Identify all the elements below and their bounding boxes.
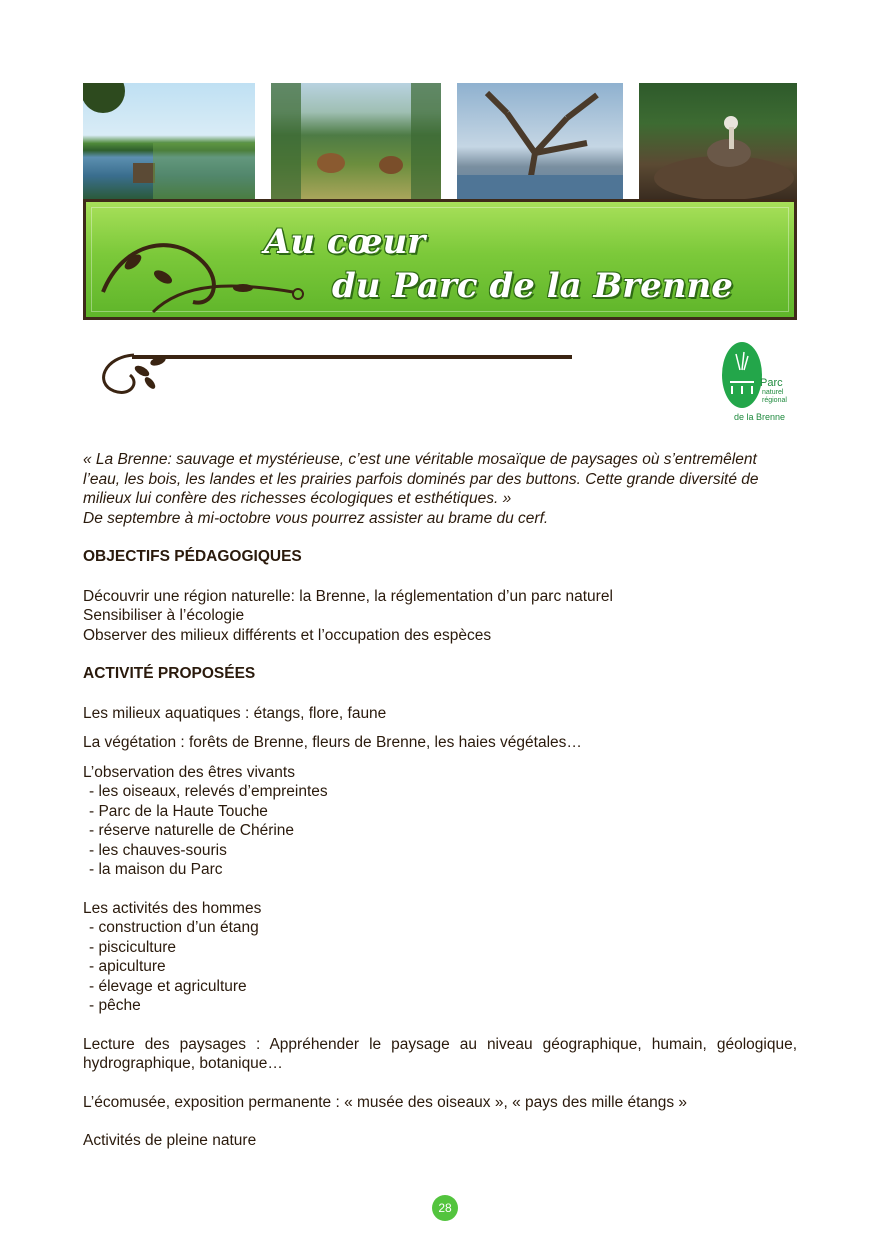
quote-line: milieux lui confère des richesses écologiques et esthétiques. » <box>83 490 512 507</box>
logo-text-regional-line: régional <box>762 397 787 404</box>
ecomusee-line: L’écomusée, exposition permanente : « musée des oiseaux », « pays des mille étangs » <box>83 1093 688 1111</box>
list-item: - apiculture <box>89 958 166 975</box>
logo-emblem-icon <box>722 342 762 408</box>
page-content <box>83 450 797 1151</box>
list-item: Observer des milieux différents et l’occupation des espèces <box>83 626 492 644</box>
logo-text-naturel <box>762 389 792 405</box>
quote-line: De septembre à mi-octobre vous pourrez assister au brame du cerf. <box>83 509 549 527</box>
grebe-nest-photo <box>639 83 797 199</box>
deer-photo-art <box>271 83 441 199</box>
tree-photo <box>457 83 623 199</box>
list-item: - construction d’un étang <box>89 919 259 936</box>
lake-photo <box>83 83 255 199</box>
lecture-line: hydrographique, botanique… <box>83 1055 283 1072</box>
list-item: Sensibiliser à l’écologie <box>83 607 245 624</box>
deer-photo <box>271 83 441 199</box>
logo-text-brenne: de la Brenne <box>734 412 786 422</box>
lecture-line: Lecture des paysages : Appréhender le paysage au niveau géographique, humain, géologique, <box>83 1035 797 1053</box>
observation-list <box>83 782 797 880</box>
logo-oval-icon <box>722 342 762 408</box>
list-item: - les chauves-souris <box>89 841 227 859</box>
list-item: - pisciculture <box>89 938 176 956</box>
logo-text-naturel-line: naturel <box>762 389 784 396</box>
objectifs-list <box>83 587 797 646</box>
logo-text-parc: Parc <box>760 377 783 389</box>
milieux-line: Les milieux aquatiques : étangs, flore, faune <box>83 704 387 722</box>
grebe-nest-photo-art <box>639 83 797 199</box>
list-item: Découvrir une région naturelle: la Brenne, la réglementation d’un parc naturel <box>83 587 613 605</box>
hommes-list <box>83 918 797 1016</box>
lake-photo-art <box>83 83 255 199</box>
pleine-nature-line: Activités de pleine nature <box>83 1132 257 1149</box>
hommes-title: Les activités des hommes <box>83 899 262 917</box>
list-item: - la maison du Parc <box>89 861 223 878</box>
page-number-badge: 28 <box>432 1195 458 1221</box>
intro-quote <box>83 450 797 528</box>
banner-title <box>256 216 776 308</box>
list-item: - pêche <box>89 997 141 1014</box>
banner-flourish-icon <box>93 222 323 318</box>
quote-line: l’eau, les bois, les landes et les prairies parfois dominés par des buttons. Cette grande diversité de <box>83 470 759 488</box>
list-item: - les oiseaux, relevés d’empreintes <box>89 783 328 800</box>
list-item: - réserve naturelle de Chérine <box>89 822 295 839</box>
banner-title-line1: Au cœur <box>264 222 426 262</box>
lecture-paysages <box>83 1035 797 1074</box>
banner-title-line2: du Parc de la Brenne <box>332 266 733 306</box>
quote-line: « La Brenne: sauvage et mystérieuse, c’est une véritable mosaïque de paysages où s’entremêlent <box>83 451 757 468</box>
vegetation-line: La végétation : forêts de Brenne, fleurs de Brenne, les haies végétales… <box>83 734 582 751</box>
list-item: - Parc de la Haute Touche <box>89 802 268 820</box>
tree-photo-art <box>457 83 623 199</box>
objectifs-heading: OBJECTIFS PÉDAGOGIQUES <box>83 548 302 565</box>
photo-strip <box>83 83 797 199</box>
list-item: - élevage et agriculture <box>89 977 247 995</box>
divider-ornament-icon <box>94 343 576 399</box>
parc-naturel-logo <box>722 342 788 426</box>
observation-title: L’observation des êtres vivants <box>83 763 295 781</box>
activites-heading: ACTIVITÉ PROPOSÉES <box>83 665 256 682</box>
